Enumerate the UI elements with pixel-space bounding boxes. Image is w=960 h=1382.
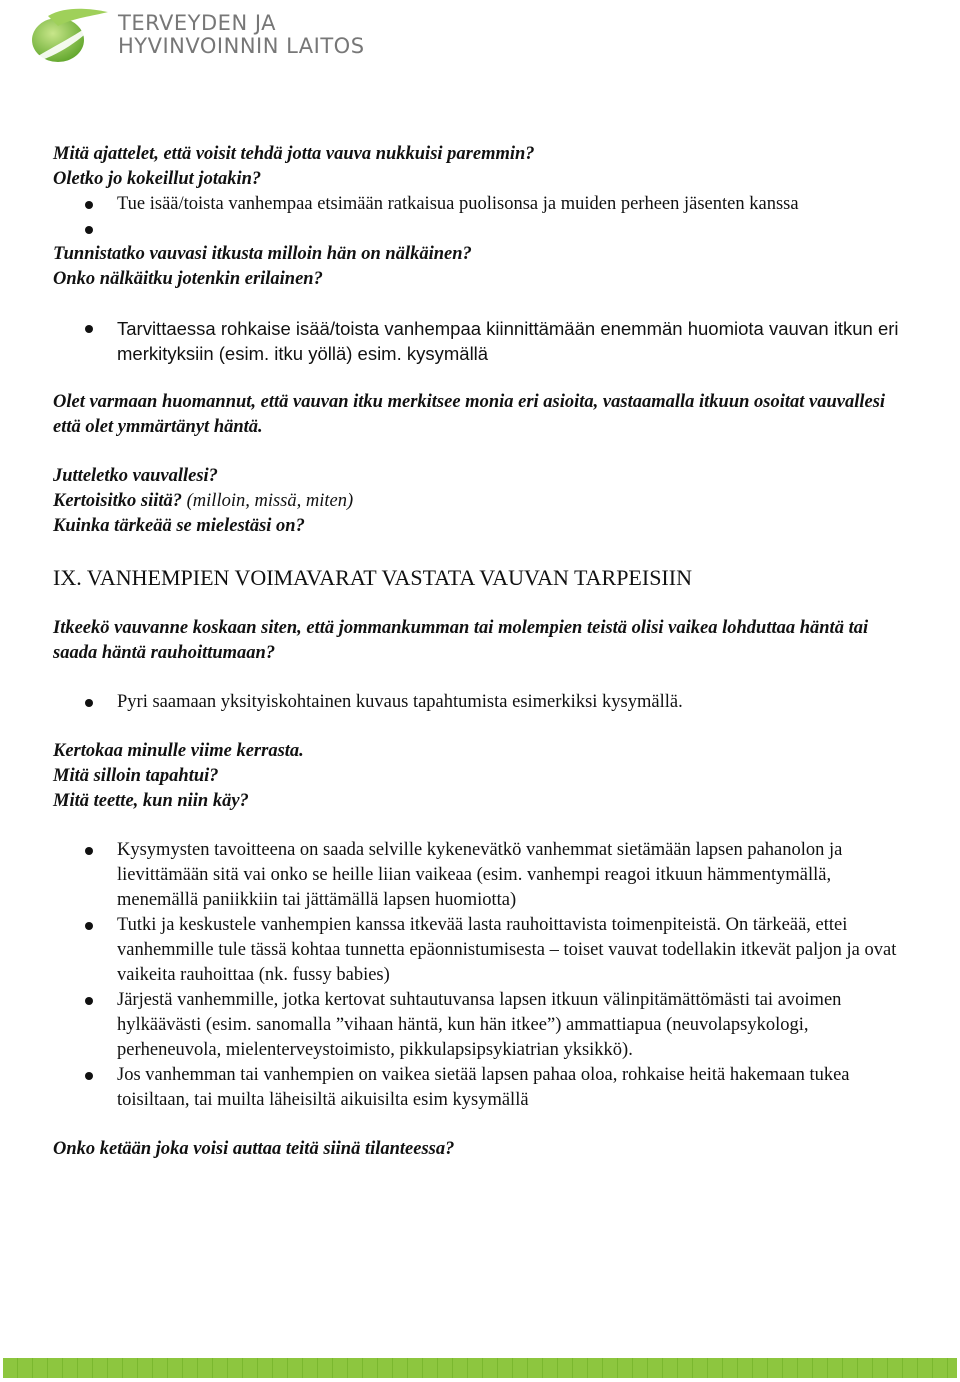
section-heading: IX. VANHEMPIEN VOIMAVARAT VASTATA VAUVAN TARPEISIIN (53, 565, 692, 590)
bullet-item (53, 913, 913, 988)
question-text: Mitä ajattelet, että voisit tehdä jotta vauva nukkuisi paremmin? (53, 144, 535, 164)
bullet-text: Tutki ja keskustele vanhempien kanssa itkevää lasta rauhoittavista toimenpiteistä. On tärkeää, ettei vanhemmille tule tässä kohtaa tunnetta epäonnistumisesta – toiset vauvat todellakin itkevät paljon ja ovat vaikeita rauhoittaa (nk. fussy babies) (117, 915, 897, 985)
bullet-icon (85, 922, 93, 930)
bullet-item (53, 838, 913, 913)
bullet-icon (85, 226, 93, 234)
question-text: Mitä teette, kun niin käy? (53, 791, 249, 811)
logo-line-1: TERVEYDEN JA (118, 11, 277, 35)
question-text: Onko nälkäitku jotenkin erilainen? (53, 269, 323, 289)
bullet-list (53, 838, 913, 1113)
question-part: Kertoisitko siitä? (53, 491, 183, 511)
bullet-text: Jos vanhemman tai vanhempien on vaikea sietää lapsen pahaa oloa, rohkaise heitä hakemaan tukea toisiltaan, tai muilta läheisiltä aikuisilta esim kysymällä (117, 1065, 850, 1110)
question-text: Onko ketään joka voisi auttaa teitä siinä tilanteessa? (53, 1139, 455, 1159)
bullet-text: Kysymysten tavoitteena on saada selville kykenevätkö vanhemmat sietämään lapsen pahanolon ja lievittämään sitä vai onko se heille liian vaikeaa (esim. vanhempi reagoi itkuun hämmentymällä, menemällä paniikkiin tai jättämällä lapsen huomiotta) (117, 840, 843, 910)
bullet-item (53, 217, 913, 242)
logo-line-2: HYVINVOINNIN LAITOS (118, 34, 365, 58)
bullet-icon (85, 847, 93, 855)
question-note: (milloin, missä, miten) (182, 491, 354, 511)
bullet-item (53, 316, 913, 366)
question-text: Tunnistatko vauvasi itkusta milloin hän on nälkäinen? (53, 244, 472, 264)
question-text (53, 489, 913, 514)
bullet-text: Tue isää/toista vanhempaa etsimään ratkaisua puolisonsa ja muiden perheen jäsenten kanssa (117, 194, 799, 214)
question-text: Mitä silloin tapahtui? (53, 766, 219, 786)
bullet-item (53, 1063, 913, 1113)
footer-bar (3, 1358, 957, 1378)
bullet-icon (85, 997, 93, 1005)
bullet-icon (85, 699, 93, 707)
document-body (53, 142, 913, 1162)
bullet-text: Tarvittaessa rohkaise isää/toista vanhempaa kiinnittämään enemmän huomiota vauvan itkun eri merkityksiin (esim. itku yöllä) esim. kysymällä (117, 318, 899, 364)
bullet-text: Pyri saamaan yksityiskohtainen kuvaus tapahtumista esimerkiksi kysymällä. (117, 692, 683, 712)
bullet-text: Järjestä vanhemmille, jotka kertovat suhtautuvansa lapsen itkuun välinpitämättömästi tai avoimen hylkäävästi (esim. sanomalla ”vihaan häntä, kun hän itkee”) ammattiapua (neuvolapsykologi, perheneuvola, mielenterveystoimisto, pikkulapsipsykiatrian yksikkö). (117, 990, 842, 1060)
bullet-item (53, 988, 913, 1063)
bullet-list (53, 316, 913, 366)
thl-logo (28, 4, 388, 68)
bullet-item (53, 192, 913, 217)
question-text: Olet varmaan huomannut, että vauvan itku merkitsee monia eri asioita, vastaamalla itkuun osoitat vauvallesi että olet ymmärtänyt häntä. (53, 392, 886, 437)
bullet-icon (85, 201, 93, 209)
question-text: Kertokaa minulle viime kerrasta. (53, 741, 304, 761)
bullet-icon (85, 1072, 93, 1080)
logo-wordmark (118, 12, 365, 58)
question-text: Kuinka tärkeää se mielestäsi on? (53, 516, 305, 536)
bullet-list (53, 690, 913, 715)
question-text: Jutteletko vauvallesi? (53, 466, 218, 486)
question-text: Itkeekö vauvanne koskaan siten, että jommankumman tai molempien teistä olisi vaikea lohduttaa häntä tai saada häntä rauhoittumaan? (53, 618, 869, 663)
question-text: Oletko jo kokeillut jotakin? (53, 169, 262, 189)
leaf-logo-icon (28, 4, 118, 68)
bullet-list (53, 192, 913, 242)
bullet-item (53, 690, 913, 715)
bullet-icon (85, 325, 93, 333)
